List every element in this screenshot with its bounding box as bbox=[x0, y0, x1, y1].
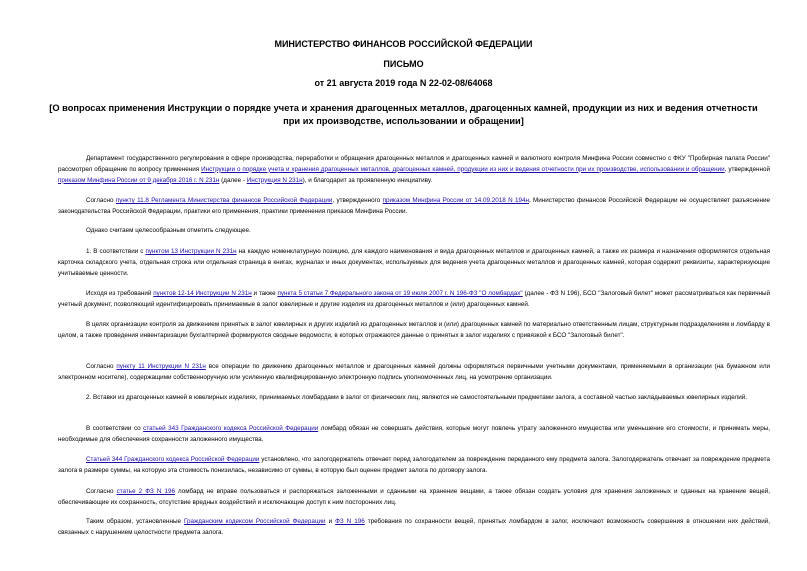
ministry-heading: МИНИСТЕРСТВО ФИНАНСОВ РОССИЙСКОЙ ФЕДЕРАЦИИ bbox=[274, 39, 533, 49]
paragraph bbox=[58, 289, 770, 311]
paragraph bbox=[58, 226, 770, 237]
paragraph bbox=[58, 424, 770, 446]
paragraph bbox=[58, 196, 770, 218]
paragraph-text: ломбард не вправе пользоваться и распоряжаться заложенными и сданными на хранение вещами, а также обязан создать условия для хранения заложенных и сданных на хранение вещей, обеспечивающие их сохранность, отсутствие вредных воздействий и исключающие доступ к ним посторонних лиц. bbox=[58, 488, 770, 506]
paragraph-text: , утвержденного bbox=[332, 197, 383, 204]
document-link[interactable]: приказом Минфина России от 14.09.2018 N 194н bbox=[382, 197, 529, 204]
paragraph-text: Исходя из требований bbox=[86, 290, 154, 297]
paragraph bbox=[58, 320, 770, 342]
document-link[interactable]: статьей 343 Гражданского кодекса Российской Федерации bbox=[143, 425, 319, 432]
document-link[interactable]: ФЗ N 196 bbox=[335, 518, 365, 525]
paragraph-text: (далее - bbox=[219, 176, 247, 184]
paragraph bbox=[58, 247, 770, 279]
paragraph bbox=[58, 517, 770, 539]
paragraph bbox=[58, 487, 770, 509]
paragraph-text: и также bbox=[251, 290, 278, 297]
document-link[interactable]: Инструкция N 231н bbox=[246, 176, 303, 184]
document-date-number: от 21 августа 2019 года N 22-02-08/64068 bbox=[314, 78, 493, 88]
paragraph-text: 1. В соответствии с bbox=[86, 248, 146, 255]
paragraph-text: на каждую номенклатурную позицию, для каждого наименования и вида драгоценных металлов и драгоценных камней, а также их размера и назначения оформляется отдельная карточка складского учета, отдельная строка или отдельная страница в книгах, журналах и иных документах, используемых для ведения учета драгоценных металлов и драгоценных камней, которая содержит реквизиты, характеризующие учитываемые ценности. bbox=[58, 248, 770, 277]
paragraph bbox=[58, 455, 770, 477]
paragraph bbox=[58, 393, 770, 404]
paragraph-text: , утвержденной bbox=[724, 165, 770, 173]
document-link[interactable]: пункту 11.8 Регламента Министерства финансов Российской Федерации bbox=[115, 197, 333, 204]
paragraph-text: требования по сохранности вещей, принятых ломбардом в залог, исключают возможность совершения в отношении них действий, связанных с нарушением целостности предмета залога. bbox=[58, 518, 770, 536]
paragraph-text: Согласно bbox=[86, 363, 117, 370]
paragraph-text: и bbox=[325, 518, 336, 525]
document-link[interactable]: Гражданским кодексом Российской Федерации bbox=[183, 518, 326, 525]
paragraph-text: ), и благодарит за проявленную инициативу. bbox=[302, 176, 433, 184]
document-link[interactable]: Статьей 344 Гражданского кодекса Российской Федерации bbox=[86, 456, 260, 463]
paragraph-text: В целях организации контроля за движением принятых в залог ювелирных и других изделий из драгоценных металлов и (или) драгоценных камней по материально ответственным лицам, структурным подразделениям и ломбарду в целом, а также проведения инвентаризации бухгалтерией формируются сводные ведомости, в которых отражаются данные о принятых в залог изделиях с привязкой к БСО "Залоговый билет". bbox=[58, 321, 770, 339]
document-link[interactable]: приказом Минфина России от 9 декабря 2016 г. N 231н bbox=[58, 176, 220, 184]
paragraph bbox=[58, 154, 770, 186]
paragraph-text: Таким образом, установленные bbox=[86, 518, 184, 525]
paragraph bbox=[58, 362, 770, 384]
paragraph-text: Согласно bbox=[86, 488, 117, 495]
document-link[interactable]: пункта 5 статьи 7 Федерального закона от 19 июля 2007 г. N 196-ФЗ "О ломбардах" bbox=[277, 290, 523, 297]
paragraph-text: 2. Вставки из драгоценных камней в ювелирных изделиях, принимаемых ломбардами в залог от физических лиц, являются не самостоятельными предметами залога, а составной частью закладываемых ювелирных изделий. bbox=[86, 394, 747, 401]
document-type: ПИСЬМО bbox=[383, 59, 424, 69]
document-link[interactable]: статье 2 ФЗ N 196 bbox=[116, 488, 175, 495]
paragraph-text: Департамент государственного регулирования в сфере производства, переработки и обращения драгоценных металлов и драгоценных камней и валютного контроля Минфина России совместно с ФКУ "Пробирная палата России" рассмотрел обращение по вопросу применения bbox=[58, 155, 770, 173]
paragraph-text: Согласно bbox=[86, 197, 116, 204]
paragraph-text: все операции по движению драгоценных металлов и драгоценных камней должны оформляться первичными учетными документами, применяемыми в организации (на бумажном или электронном носителе), содержащими собственноручную или усиленную квалифицированную электронную подпись уполномоченных лиц, на усмотрение организации. bbox=[58, 363, 771, 381]
paragraph-text: Однако считаем целесообразным отметить следующее. bbox=[86, 227, 251, 234]
document-link[interactable]: пункту 11 Инструкции N 231н bbox=[116, 363, 206, 370]
paragraph-text: (далее - ФЗ N 196), БСО "Залоговый билет" может рассматриваться как первичный учетный документ, позволяющий идентифицировать принимаемые в залог ювелирные и другие изделия из драгоценных металлов и (или) драгоценных камней. bbox=[58, 290, 770, 308]
paragraph-text: установлено, что залогодержатель отвечает перед залогодателем за повреждение переданного ему предмета залога. Залогодержатель отвечает за повреждение предмета залога в размере суммы, на которую эта стоимость понизилась, независимо от суммы, в которую был оценен предмет залога по договору залога. bbox=[58, 456, 770, 474]
paragraph-text: , Министерство финансов Российской Федерации не осуществляет разъяснение законодательства Российской Федерации, практики его применения, практики применения приказов Минфина России. bbox=[58, 197, 770, 215]
document-link[interactable]: пунктом 13 Инструкции N 231н bbox=[145, 248, 237, 255]
document-subject: [О вопросах применения Инструкции о порядке учета и хранения драгоценных металлов, драгоценных камней, продукции из них и ведения отчетности при их производстве, использовании и обращении] bbox=[49, 103, 758, 126]
paragraph-text: В соответствии со bbox=[86, 425, 144, 432]
document-link[interactable]: Инструкции о порядке учета и хранения драгоценных металлов, драгоценных камней, продукции из них и ведения отчетности при их производстве, использовании и обращении bbox=[201, 165, 725, 173]
paragraph-text: ломбард обязан не совершать действия, которые могут повлечь утрату заложенного имущества или уменьшение его стоимости, и принимать меры, необходимые для обеспечения сохранности заложенного имущества. bbox=[58, 425, 771, 443]
document-link[interactable]: пунктов 12-14 Инструкции N 231н bbox=[153, 290, 252, 297]
